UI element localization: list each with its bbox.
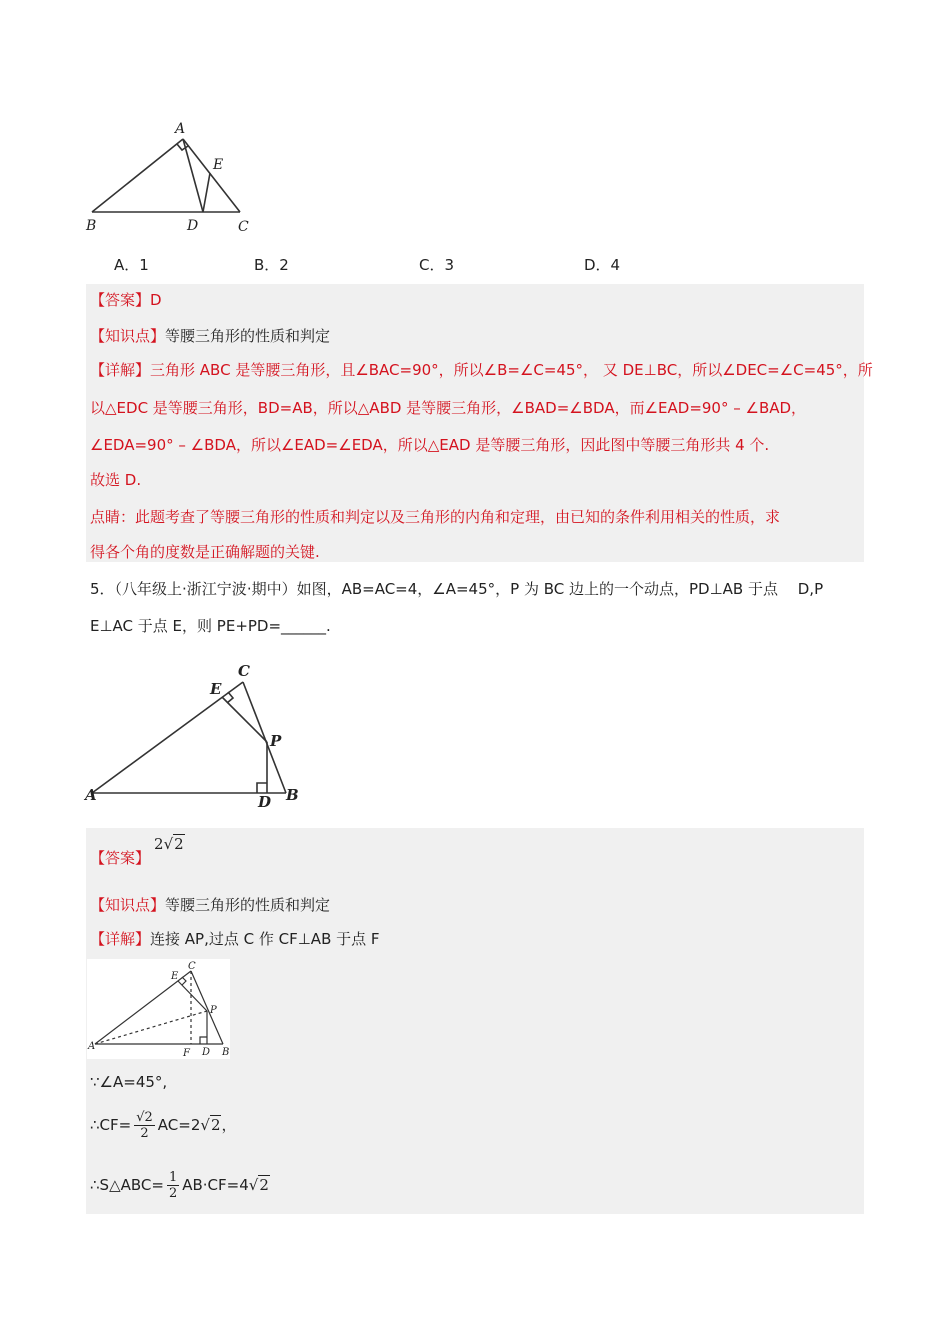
- fig3-label-b: B: [222, 1047, 230, 1058]
- fig2-label-d: D: [258, 793, 272, 810]
- q5-step-3: ∴S△ABC= $\frac{1}{2}$ AB·CF=4√2: [90, 1170, 269, 1201]
- fig1-label-a: A: [175, 121, 186, 137]
- q4-detail-line-2: 以△EDC 是等腰三角形，BD=AB，所以△ABD 是等腰三角形，∠BAD=∠BDA，而∠EAD=90° – ∠BAD，: [90, 399, 807, 417]
- q5-detail: 【详解】连接 AP,过点 C 作 CF⊥AB 于点 F: [90, 930, 380, 948]
- fig3-label-e: E: [171, 971, 179, 982]
- figure-3-auxiliary: [87, 959, 230, 1059]
- q4-detail-line-1: 【详解】三角形 ABC 是等腰三角形，且∠BAC=90°，所以∠B=∠C=45°， 又 DE⊥BC，所以∠DEC=∠C=45°，所: [90, 361, 873, 379]
- fig3-label-c: C: [188, 961, 196, 972]
- q4-answer: 【答案】D: [90, 291, 162, 309]
- option-b: B．2: [254, 256, 289, 274]
- fig2-label-e: E: [210, 680, 222, 698]
- q5-stem-line-2: E⊥AC 于点 E，则 PE+PD=______.: [90, 617, 331, 635]
- fig1-label-c: C: [238, 219, 249, 235]
- fig1-label-e: E: [213, 157, 224, 173]
- q4-note-line-2: 得各个角的度数是正确解题的关键.: [90, 543, 320, 561]
- q4-detail-line-3: ∠EDA=90° – ∠BDA，所以∠EAD=∠EDA，所以△EAD 是等腰三角形，因此图中等腰三角形共 4 个.: [90, 436, 770, 454]
- fig3-label-f: F: [183, 1048, 190, 1059]
- q4-note-line-1: 点睛：此题考查了等腰三角形的性质和判定以及三角形的内角和定理，由已知的条件利用相关的性质，求: [90, 508, 781, 526]
- fig1-label-b: B: [86, 218, 97, 234]
- fig2-label-b: B: [286, 786, 299, 804]
- figure-2-triangle: [80, 660, 310, 810]
- q5-answer: 【答案】2√2: [90, 835, 184, 867]
- fig2-label-c: C: [238, 662, 250, 680]
- q4-detail-line-4: 故选 D.: [90, 471, 142, 489]
- fig3-label-a: A: [88, 1041, 96, 1052]
- q5-knowledge: 【知识点】等腰三角形的性质和判定: [90, 896, 331, 914]
- q5-stem-line-1: 5．（八年级上·浙江宁波·期中）如图，AB=AC=4，∠A=45°，P 为 BC 边上的一个动点，PD⊥AB 于点 D,P: [90, 580, 824, 598]
- fig2-label-a: A: [85, 786, 97, 804]
- option-c: C．3: [419, 256, 455, 274]
- q5-step-2: ∴CF= $\frac{√2}{2}$ AC=2√2，: [90, 1110, 237, 1141]
- q4-knowledge: 【知识点】等腰三角形的性质和判定: [90, 327, 331, 345]
- q5-step-1: ∵∠A=45°,: [90, 1073, 168, 1091]
- fig3-label-p: P: [210, 1005, 217, 1016]
- figure-1-triangle: [80, 115, 280, 240]
- fig2-label-p: P: [270, 732, 282, 750]
- fig3-label-d: D: [202, 1047, 211, 1058]
- fig1-label-d: D: [187, 218, 199, 234]
- option-d: D．4: [584, 256, 621, 274]
- option-a: A．1: [114, 256, 149, 274]
